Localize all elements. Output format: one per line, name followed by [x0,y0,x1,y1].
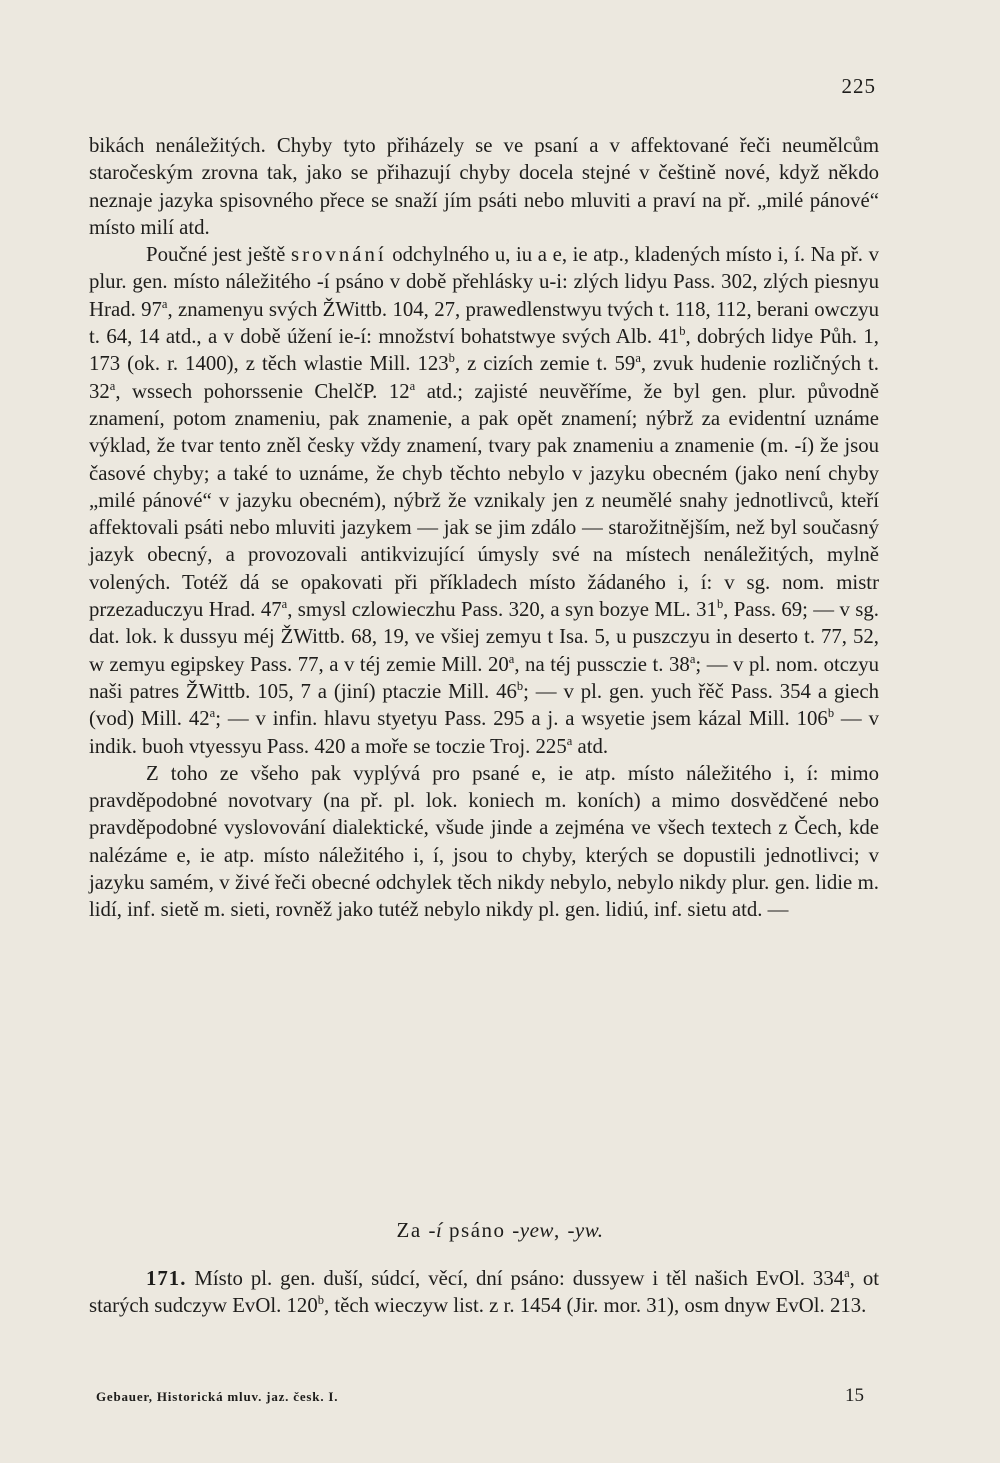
paragraph-2: Poučné jest ještě srovnání odchylného u, iu a e, ie atp., kladených místo i, í. Na př. v plur. gen. místo náležitého -í psáno v době přehlásky u-i: zlých lidyu Pass. 302, zlých piesnyu Hrad. 97$^a$, znamenyu svých ŽWittb. 104, 27, prawedlenstwyu tvých t. 118, 112, berani owczyu t. 64, 14 atd., a v době úžení ie-í: množství bohatstwye svých Alb. 41$^b$, dobrých lidye Půh. 1, 173 (ok. r. 1400), z těch wlastie Mill. 123$^b$, z cizích zemie t. 59$^a$, zvuk hudenie rozličných t. 32$^a$, wssech pohorssenie ChelčP. 12$^a$ atd.; zajisté neuvěříme, že byl gen. plur. původně znamení, potom znameniu, pak znamenie, a pak opět znamení; nýbrž za evidentní uznáme výklad, že tvar tento zněl česky vždy znamení, tvary pak znameniu a znamenie (m. -í) že jsou časové chyby; a také to uznáme, že chyb těchto nebylo v jazyku obecném (jako není chyby „milé pánové“ v jazyku obecném), nýbrž že vznikaly jen z neumělé snahy jednotlivců, kteří affektovali psáti nebo mluviti jazykem — jak se jim zdálo — starožitnějším, než byl současný jazyk obecný, a provozovali antikvizující úmysly své na místech nenáležitých, mylně volených. Totéž dá se opakovati při příkladech místo žádaného i, í: v sg. nom. mistr przezaduczyu Hrad. 47$^a$, smysl czlowieczhu Pass. 320, a syn bozye ML. 31$^b$, Pass. 69; — v sg. dat. lok. k dussyu méj ŽWittb. 68, 19, ve všiej zemyu t Isa. 5, u puszczyu in deserto t. 77, 52, w zemyu egipskey Pass. 77, a v téj zemie Mill. 20$^a$, na téj pussczie t. 38$^a$; — v pl. nom. otczyu naši patres ŽWittb. 105, 7 a (jiní) ptaczie Mill. 46$^b$; — v pl. gen. yuch řěč Pass. 354 a giech (vod) Mill. 42$^a$; — v infin. hlavu styetyu Pass. 295 a j. a wsyetie jsem kázal Mill. 106$^b$ — v indik. buoh vtyessyu Pass. 420 a moře se toczie Troj. 225$^a$ atd. [89,243,880,758]
section-text: Místo pl. gen. duší, súdcí, věcí, dní psáno: dussyew i těl našich EvOl. 334$^a$, ot starých sudczyw EvOl. 120$^b$, těch wieczyw list. z r. 1454 (Jir. mor. 31), osm dnyw EvOl. 213. [89,1266,879,1318]
paragraph-1: bikách nenáležitých. Chyby tyto přiházely se ve psaní a v affektované řeči neumělcům staročeským zrovna tak, jako se přihazují chyby docela stejné v češtině nové, když někdo neznaje jazyka spisovného přece se snaží jím psáti nebo mluviti a praví na př. „milé pánové“ místo milí atd. [89,134,879,239]
section-heading: Za -í psáno -yew, -yw. [396,1218,604,1242]
footer-signature: 15 [845,1385,864,1406]
paragraph-3: Z toho ze všeho pak vyplývá pro psané e, ie atp. místo náležitého i, í: mimo pravděpodobné novotvary (na př. pl. lok. koniech m. koních) a mimo dosvědčené nebo pravděpodobné vyslovování dialektické, všude jinde a zejména ve všech textech z Čech, kde nalézáme e, ie atp. místo náležitého i, í, jsou to chyby, kterých se dopustili jednotlivci; v jazyku samém, v živé řeči obecné odchylek těch nikdy nebylo, nebylo nikdy plur. gen. lidie m. lidí, inf. sietě m. sieti, rovněž jako tutéž nebylo nikdy pl. gen. lidiú, inf. sietu atd. — [89,761,879,922]
page-number: 225 [841,74,876,98]
section-number: 171. [146,1267,187,1290]
footer-citation: Gebauer, Historická mluv. jaz. česk. I. [96,1389,339,1404]
main-text [89,132,879,924]
section-paragraph [89,1265,879,1320]
section-171 [89,1265,879,1320]
